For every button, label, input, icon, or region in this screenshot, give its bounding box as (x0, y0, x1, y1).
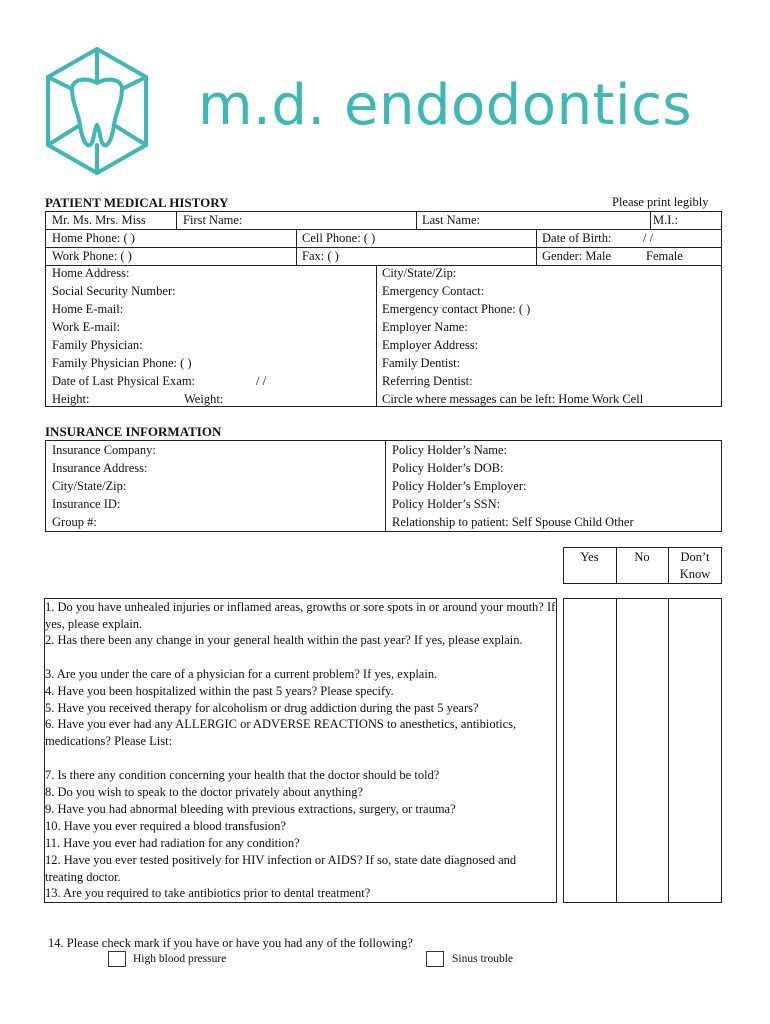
dont-know-header-line1: Don’t (680, 550, 710, 564)
exam-date-separators: / / (256, 374, 267, 388)
home-email-field[interactable]: Home E-mail: (52, 302, 124, 316)
question-5: 5. Have you received therapy for alcoholism or drug addiction during the past 5 years? (45, 701, 479, 715)
insurance-address-field[interactable]: Insurance Address: (52, 461, 148, 475)
high-blood-pressure-label: High blood pressure (133, 953, 227, 965)
question-7: 7. Is there any condition concerning your health that the doctor should be told? (45, 768, 440, 782)
salutation-field[interactable]: Mr. Ms. Mrs. Miss (52, 213, 146, 227)
question-8: 8. Do you wish to speak to the doctor privately about anything? (45, 785, 363, 799)
policy-holder-employer-field[interactable]: Policy Holder’s Employer: (392, 479, 527, 493)
dont-know-header-line2: Know (679, 567, 711, 581)
work-phone-field[interactable]: Work Phone: ( ) (52, 249, 132, 263)
home-address-field[interactable]: Home Address: (52, 266, 130, 280)
yes-header: Yes (580, 550, 599, 564)
gender-male-option[interactable]: Gender: Male (542, 249, 612, 263)
middle-initial-field[interactable]: M.I.: (653, 213, 678, 227)
question-11: 11. Have you ever had radiation for any condition? (45, 836, 300, 850)
insurance-title: INSURANCE INFORMATION (45, 424, 222, 439)
fax-field[interactable]: Fax: ( ) (302, 249, 339, 263)
policy-holder-ssn-field[interactable]: Policy Holder’s SSN: (392, 497, 501, 511)
last-name-field[interactable]: Last Name: (422, 213, 480, 227)
high-blood-pressure-checkbox[interactable] (108, 951, 126, 967)
question-9: 9. Have you had abnormal bleeding with previous extractions, surgery, or trauma? (45, 802, 456, 816)
date-of-birth-field[interactable]: Date of Birth: (542, 231, 612, 245)
emergency-phone-field[interactable]: Emergency contact Phone: ( ) (382, 302, 531, 316)
question-6: 6. Have you ever had any ALLERGIC or ADVERSE REACTIONS to anesthetics, antibiotics, medications? Please List: (45, 717, 517, 748)
first-name-field[interactable]: First Name: (183, 213, 243, 227)
answers-grid (563, 598, 722, 903)
question-4: 4. Have you been hospitalized within the past 5 years? Please specify. (45, 684, 394, 698)
brand-name: m.d. endodontics (198, 73, 693, 138)
dob-separators: / / (643, 231, 654, 245)
height-field[interactable]: Height: (52, 392, 90, 406)
cell-phone-field[interactable]: Cell Phone: ( ) (302, 231, 376, 245)
question-13: 13. Are you required to take antibiotics prior to dental treatment? (45, 886, 371, 900)
last-physical-exam-field[interactable]: Date of Last Physical Exam: (52, 374, 196, 388)
insurance-city-field[interactable]: City/State/Zip: (52, 479, 127, 493)
question-2: 2. Has there been any change in your general health within the past year? If yes, please explain. (45, 633, 523, 647)
tooth-in-cube-icon (42, 45, 152, 177)
gender-female-option[interactable]: Female (646, 249, 683, 263)
emergency-contact-field[interactable]: Emergency Contact: (382, 284, 485, 298)
physician-phone-field[interactable]: Family Physician Phone: ( ) (52, 356, 192, 370)
weight-field[interactable]: Weight: (184, 392, 224, 406)
group-number-field[interactable]: Group #: (52, 515, 97, 529)
relationship-field[interactable]: Relationship to patient: Self Spouse Child Other (392, 515, 634, 529)
employer-address-field[interactable]: Employer Address: (382, 338, 479, 352)
referring-dentist-field[interactable]: Referring Dentist: (382, 374, 473, 388)
sinus-trouble-checkbox[interactable] (426, 951, 444, 967)
family-physician-field[interactable]: Family Physician: (52, 338, 143, 352)
question-3: 3. Are you under the care of a physician for a current problem? If yes, explain. (45, 667, 438, 681)
policy-holder-dob-field[interactable]: Policy Holder’s DOB: (392, 461, 504, 475)
policy-holder-name-field[interactable]: Policy Holder’s Name: (392, 443, 508, 457)
history-title: PATIENT MEDICAL HISTORY (45, 195, 229, 210)
message-location-field[interactable]: Circle where messages can be left: Home Work Cell (382, 392, 644, 406)
work-email-field[interactable]: Work E-mail: (52, 320, 121, 334)
home-phone-field[interactable]: Home Phone: ( ) (52, 231, 135, 245)
print-note: Please print legibly (612, 195, 709, 209)
question-10: 10. Have you ever required a blood transfusion? (45, 819, 286, 833)
question-1: 1. Do you have unhealed injuries or inflamed areas, growths or sore spots in or around your mouth? If yes, please explain. (45, 600, 556, 631)
family-dentist-field[interactable]: Family Dentist: (382, 356, 461, 370)
insurance-company-field[interactable]: Insurance Company: (52, 443, 156, 457)
sinus-trouble-label: Sinus trouble (452, 953, 514, 965)
checklist-title: 14. Please check mark if you have or have you had any of the following? (48, 936, 413, 950)
no-header: No (634, 550, 650, 564)
city-state-zip-field[interactable]: City/State/Zip: (382, 266, 457, 280)
ssn-field[interactable]: Social Security Number: (52, 284, 176, 298)
question-12: 12. Have you ever tested positively for HIV infection or AIDS? If so, state date diagnosed and treating doctor. (45, 853, 517, 884)
employer-name-field[interactable]: Employer Name: (382, 320, 468, 334)
insurance-id-field[interactable]: Insurance ID: (52, 497, 121, 511)
